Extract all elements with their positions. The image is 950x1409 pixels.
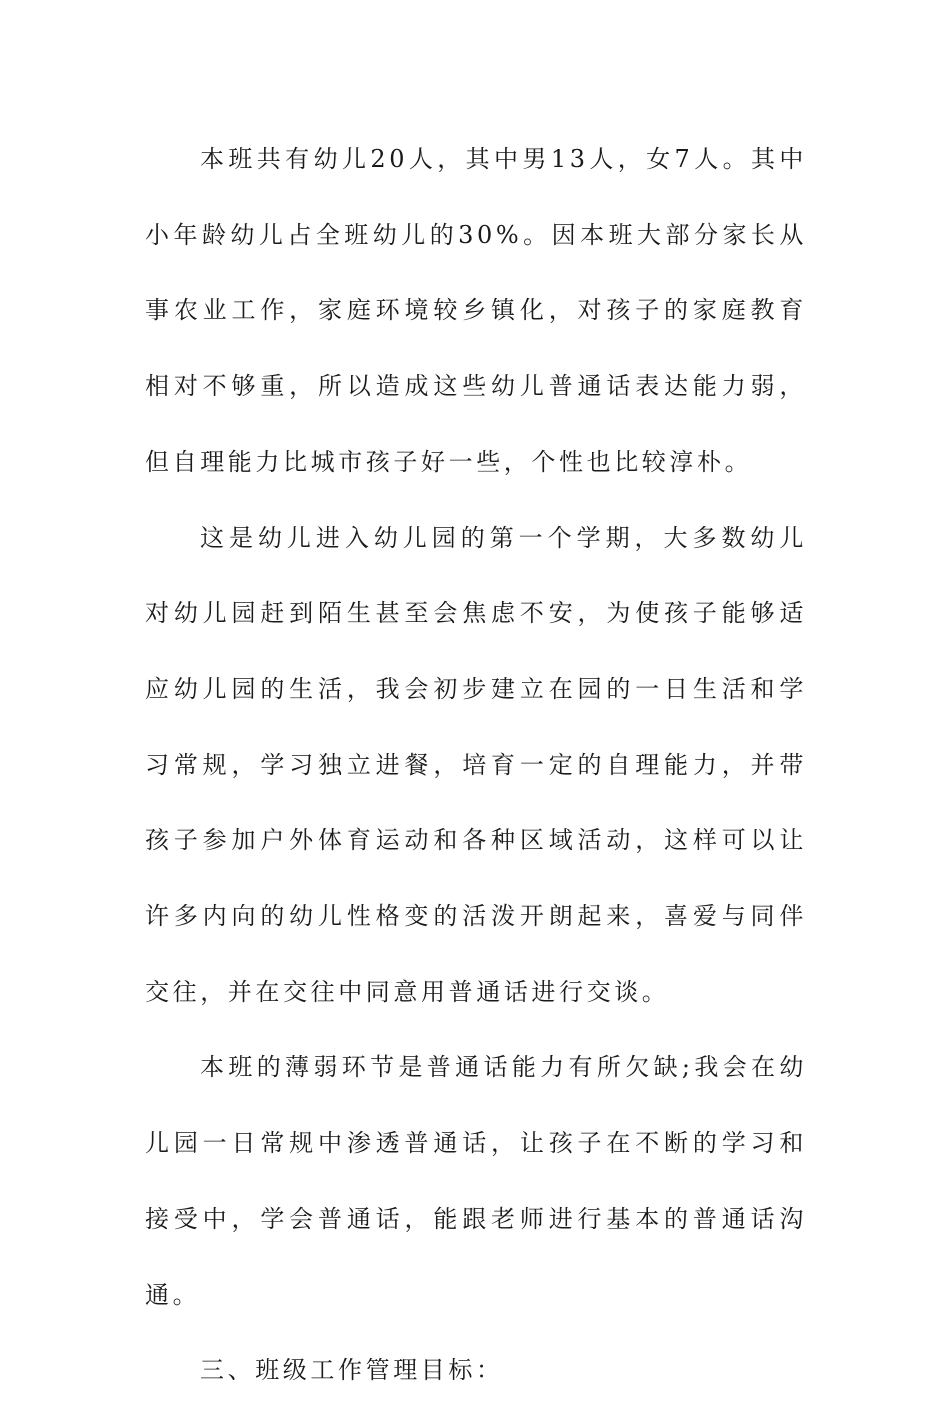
paragraph-weakness: 本班的薄弱环节是普通话能力有所欠缺;我会在幼儿园一日常规中渗透普通话，让孩子在不断的学习和接受中，学会普通话，能跟老师进行基本的普通话沟通。 [145,1053,807,1309]
paragraph-class-overview: 本班共有幼儿20人，其中男13人，女7人。其中小年龄幼儿占全班幼儿的30%。因本班大部分家长从事农业工作，家庭环境较乡镇化，对孩子的家庭教育相对不够重，所以造成这些幼儿普通话表达能力弱，但自理能力比城市孩子好一些，个性也比较淳朴。 [145,145,807,476]
section-heading: 三、班级工作管理目标： [200,1356,504,1385]
paragraph-first-semester: 这是幼儿进入幼儿园的第一个学期，大多数幼儿对幼儿园赶到陌生甚至会焦虑不安，为使孩子能够适应幼儿园的生活，我会初步建立在园的一日生活和学习常规，学习独立进餐，培育一定的自理能力，并带孩子参加户外体育运动和各种区域活动，这样可以让许多内向的幼儿性格变的活泼开朗起来，喜爱与同伴交往，并在交往中同意用普通话进行交谈。 [145,523,807,1006]
document-body [145,122,807,1409]
